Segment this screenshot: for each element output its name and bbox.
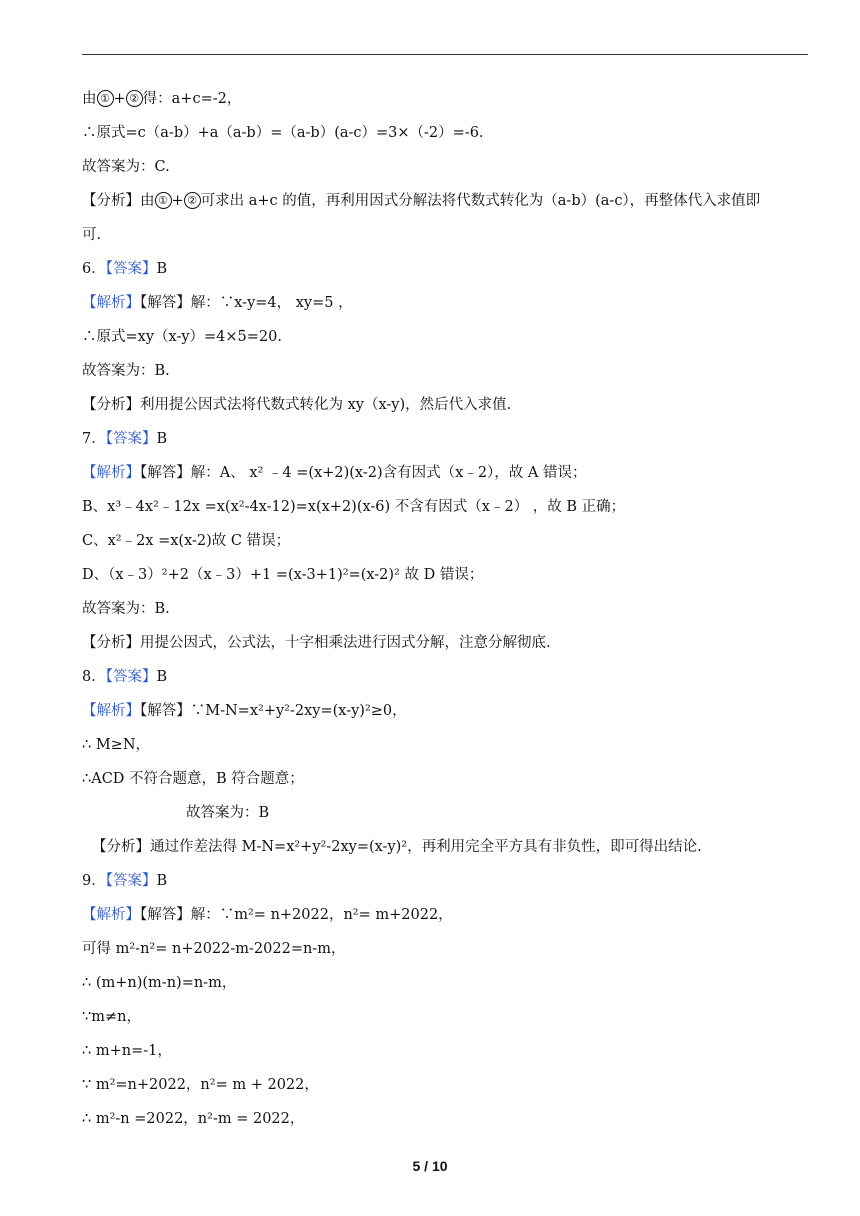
analysis-line: [82, 902, 453, 928]
text-segment: 可求出 a+c 的值，再利用因式分解法将代数式转化为（a-b）(a-c），再整体代入求值即: [200, 193, 761, 209]
text-segment: 【解答】解：∵x-y=4， xy=5 ，: [140, 295, 353, 311]
page-number: 5 / 10: [412, 1158, 448, 1174]
analysis-tag: 【解析】: [82, 703, 140, 719]
text-segment: +: [113, 91, 126, 107]
text-line: 故答案为：B.: [82, 601, 170, 617]
question-number: 6．: [82, 261, 106, 277]
text-line: ∵ m²=n+2022，n²= m + 2022，: [82, 1077, 319, 1093]
answer-value: B: [156, 873, 168, 889]
analysis-tag: 【解析】: [82, 465, 140, 481]
header-rule: [82, 54, 808, 55]
text-line: ∵m≠n，: [82, 1009, 141, 1025]
text-line: ∴原式=xy（x-y）=4×5=20.: [82, 329, 282, 345]
text-line: B、x³﹣4x²﹣12x =x(x²-4x-12)=x(x+2)(x-6) 不含有因式（x﹣2） ，故 B 正确；: [82, 499, 626, 515]
text-segment: 【解答】解：A、 x² ﹣4 =(x+2)(x-2)含有因式（x﹣2），故 A 错误；: [140, 465, 587, 481]
text-segment: +: [171, 193, 184, 209]
text-line: 故答案为：C.: [82, 159, 170, 175]
text-line: 可.: [82, 227, 102, 243]
text-line: ∴ACD 不符合题意，B 符合题意；: [82, 771, 304, 787]
text-line: 【分析】用提公因式，公式法，十字相乘法进行因式分解，注意分解彻底.: [82, 635, 551, 651]
answer-tag: 【答案】: [105, 261, 157, 277]
text-segment: 【解答】解：∵m²= n+2022，n²= m+2022，: [140, 907, 453, 923]
analysis-tag: 【解析】: [82, 907, 140, 923]
analysis-line: [82, 290, 353, 316]
question-number: 7．: [82, 431, 106, 447]
answer-value: B: [156, 669, 168, 685]
question-number: 9．: [82, 873, 106, 889]
answer-line: [82, 426, 167, 452]
text-line: 故答案为：B.: [82, 363, 170, 379]
analysis-line: [82, 460, 586, 486]
answer-tag: 【答案】: [105, 431, 157, 447]
text-line: [82, 86, 241, 112]
answer-value: B: [156, 261, 168, 277]
circled-number: ①: [155, 192, 172, 209]
answer-line: [82, 256, 167, 282]
text-line: 可得 m²-n²= n+2022-m-2022=n-m，: [82, 941, 346, 957]
text-segment: 得：a+c=-2，: [142, 91, 242, 107]
question-number: 8．: [82, 669, 106, 685]
text-line: 【分析】通过作差法得 M-N=x²+y²-2xy=(x-y)²，再利用完全平方具有非负性，即可得出结论.: [92, 839, 702, 855]
text-line: D、（x﹣3）²+2（x﹣3）+1 =(x-3+1)²=(x-2)² 故 D 错误；: [82, 567, 484, 583]
text-segment: 【分析】由: [82, 193, 155, 209]
text-segment: 由: [82, 91, 97, 107]
answer-tag: 【答案】: [105, 873, 157, 889]
answer-tag: 【答案】: [105, 669, 157, 685]
text-line: ∴ m²-n =2022，n²-m = 2022，: [82, 1111, 305, 1127]
answer-value: B: [156, 431, 168, 447]
text-line: ∴ (m+n)(m-n)=n-m，: [82, 975, 237, 991]
circled-number: ②: [126, 90, 143, 107]
answer-line: [82, 868, 167, 894]
text-line: ∴ M≥N，: [82, 737, 151, 753]
text-line: ∴ m+n=-1，: [82, 1043, 172, 1059]
text-line: [82, 188, 760, 214]
circled-number: ①: [97, 90, 114, 107]
answer-line: [82, 664, 167, 690]
text-line: 【分析】利用提公因式法将代数式转化为 xy（x-y)，然后代入求值.: [82, 397, 512, 413]
text-line: C、x²﹣2x =x(x-2)故 C 错误；: [82, 533, 291, 549]
text-line: ∴原式=c（a-b）+a（a-b）=（a-b）(a-c）=3×（-2）=-6.: [82, 125, 484, 141]
text-segment: 【解答】∵M-N=x²+y²-2xy=(x-y)²≥0，: [140, 703, 407, 719]
text-line: 故答案为：B: [186, 805, 270, 821]
analysis-tag: 【解析】: [82, 295, 140, 311]
circled-number: ②: [184, 192, 201, 209]
analysis-line: [82, 698, 407, 724]
